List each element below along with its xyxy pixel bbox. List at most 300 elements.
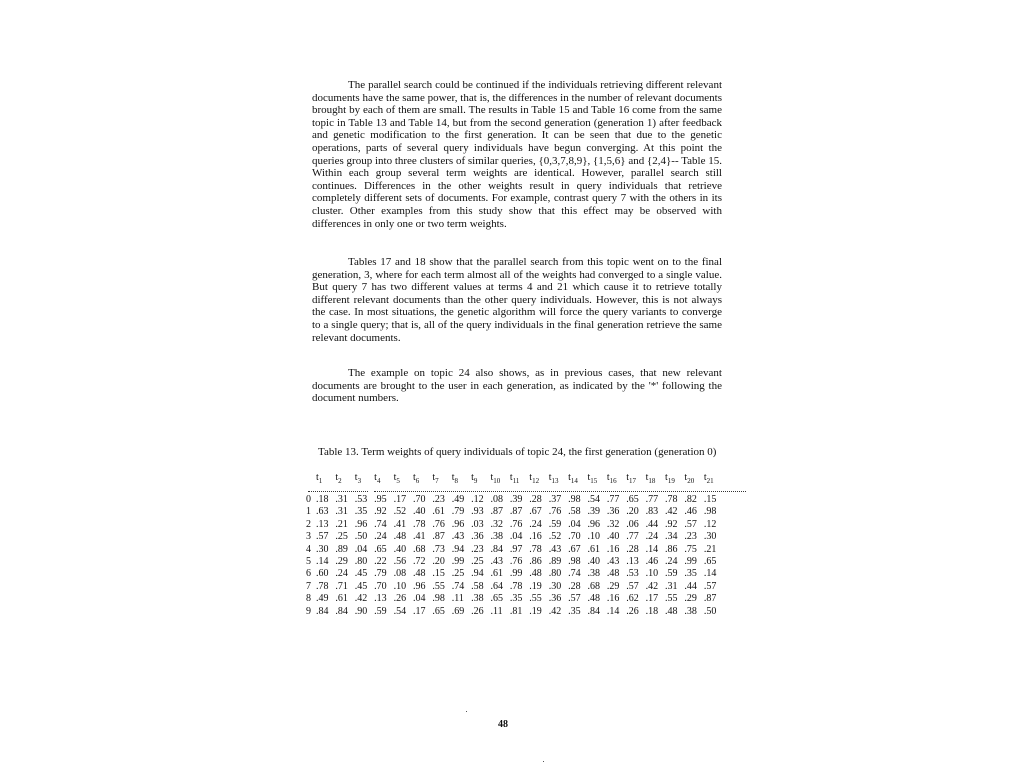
table-cell: .55	[432, 580, 445, 592]
table-cell: .35	[568, 605, 581, 617]
table-cell: .55	[529, 593, 542, 605]
paragraph-3	[312, 367, 722, 405]
table-cell: .11	[451, 593, 464, 605]
table-cell: .59	[374, 605, 387, 617]
header-rule-divider	[308, 491, 368, 492]
column-header-prefix: t	[393, 472, 397, 483]
table-cell: .57	[684, 518, 697, 530]
table-cell: .35	[354, 506, 368, 518]
column-header-prefix: t	[451, 472, 455, 483]
table-cell: .55	[665, 593, 678, 605]
table-cell: .40	[412, 506, 426, 518]
table-cell: .44	[645, 518, 659, 530]
table-cell: .71	[335, 580, 348, 592]
table-cell: .31	[335, 494, 348, 505]
table-cell: .99	[684, 555, 697, 567]
term-weights-table	[306, 472, 723, 618]
table-cell: .35	[509, 593, 523, 605]
table-cell: .20	[432, 555, 445, 567]
table-cell: .24	[529, 518, 542, 530]
column-header-index: 19	[667, 477, 675, 485]
column-header-prefix: t	[703, 472, 707, 483]
column-header-t11	[510, 472, 529, 486]
table-cell: .76	[432, 518, 445, 530]
table-cell: .49	[451, 494, 465, 505]
table-cell: .04	[354, 543, 368, 555]
paragraph-2	[312, 256, 722, 344]
table-cell: .59	[665, 568, 678, 580]
table-cell: .78	[665, 494, 678, 505]
table-cell: .70	[374, 580, 387, 592]
table-cell: .70	[568, 531, 581, 543]
column-header-prefix: t	[684, 472, 688, 483]
table-cell: .18	[316, 494, 329, 505]
table-cell: .24	[374, 531, 387, 543]
table-cell: .79	[451, 506, 465, 518]
column-header-t12	[529, 472, 548, 486]
table-cell: .03	[471, 518, 484, 530]
table-cell: .95	[374, 494, 387, 505]
table-row	[306, 544, 723, 556]
table-cell: .98	[568, 555, 581, 567]
column-header-prefix: t	[490, 472, 494, 483]
table-cell: .48	[412, 568, 426, 580]
column-header-index: 10	[493, 477, 501, 485]
table-cell: .48	[393, 531, 407, 543]
table-cell: .25	[471, 555, 484, 567]
table-cell: .24	[665, 555, 678, 567]
table-cell: .49	[316, 593, 329, 605]
column-header-index: 11	[512, 477, 520, 485]
table-cell: .77	[645, 494, 659, 505]
table-cell: .28	[626, 543, 639, 555]
column-header-t6	[413, 472, 432, 486]
table-cell: .61	[432, 506, 445, 518]
table-cell: .52	[548, 531, 562, 543]
paragraph-3-text: The example on topic 24 also shows, as in previous cases, that new relevant documents are brought to the user in each generation, as indicated by the '*' following the document numbers.	[312, 367, 722, 405]
column-header-index: 17	[629, 477, 637, 485]
table-cell: .90	[354, 605, 368, 617]
table-cell: .78	[316, 580, 329, 592]
table-row	[306, 519, 723, 531]
row-id: 4	[306, 543, 311, 555]
table-cell: .14	[316, 555, 329, 567]
table-cell: .78	[509, 580, 523, 592]
column-header-index: 13	[551, 477, 559, 485]
table-cell: .69	[451, 605, 465, 617]
paragraph-1-text: The parallel search could be continued if the individuals retrieving different relevant documents have the same power, that is, the differences in the number of relevant documents brought by each of them are small. The results in Table 15 and Table 16 come from the same topic in Table 13 and Table 14, but from the second generation (generation 1) after feedback and genetic modification to the first generation. It can be seen that due to the genetic operations, parts of several query individuals have begun converging. At this point the queries group into three clusters of similar queries, {0,3,7,8,9}, {1,5,6} and {2,4}-- Table 15. Within each group several term weights are identical. However, parallel search still continues. Differences in the other weights result in query individuals that retrieve completely different sets of documents. For example, contrast query 7 with the others in its cluster. Other examples from this study show that this effect may be observed with differences in only one or two term weights.	[312, 79, 722, 230]
table-cell: .17	[645, 593, 659, 605]
table-cell: .38	[684, 605, 697, 617]
table-cell: .86	[529, 555, 542, 567]
table-cell: .17	[393, 494, 407, 505]
table-cell: .50	[703, 605, 717, 617]
table-cell: .74	[374, 518, 387, 530]
table-cell: .21	[703, 543, 717, 555]
table-cell: .57	[316, 531, 329, 543]
row-id: 9	[306, 605, 311, 617]
table-cell: .32	[490, 518, 504, 530]
row-id: 3	[306, 531, 311, 543]
table-cell: .99	[451, 555, 465, 567]
table-cell: .04	[568, 518, 581, 530]
row-id: 7	[306, 580, 311, 592]
table-cell: .16	[606, 543, 620, 555]
column-header-prefix: t	[587, 472, 591, 483]
table-row	[306, 494, 723, 506]
table-cell: .28	[568, 580, 581, 592]
table-cell: .89	[335, 543, 348, 555]
column-header-prefix: t	[354, 472, 358, 483]
table-cell: .25	[451, 568, 465, 580]
table-cell: .63	[316, 506, 329, 518]
table-cell: .20	[626, 506, 639, 518]
column-header-index: 6	[415, 477, 420, 485]
column-header-index: 12	[532, 477, 540, 485]
column-header-prefix: t	[412, 472, 416, 483]
table-cell: .38	[471, 593, 484, 605]
table-cell: .34	[665, 531, 678, 543]
column-header-t19	[665, 472, 684, 486]
table-cell: .94	[471, 568, 484, 580]
table-cell: .99	[509, 568, 523, 580]
table-cell: .67	[568, 543, 581, 555]
table-cell: .81	[509, 605, 523, 617]
table-cell: .96	[412, 580, 426, 592]
table-cell: .98	[568, 494, 581, 505]
column-header-index: 21	[706, 477, 714, 485]
table-cell: .32	[606, 518, 620, 530]
column-header-t13	[549, 472, 568, 486]
table-cell: .65	[626, 494, 639, 505]
table-row	[306, 531, 723, 543]
table-cell: .48	[665, 605, 678, 617]
column-header-index: 16	[609, 477, 617, 485]
table-cell: .61	[490, 568, 504, 580]
row-id: 5	[306, 555, 311, 567]
table-cell: .23	[432, 494, 445, 505]
table-cell: .43	[451, 531, 465, 543]
table-cell: .26	[471, 605, 484, 617]
table-cell: .14	[645, 543, 659, 555]
table-cell: .70	[412, 494, 426, 505]
column-header-prefix: t	[509, 472, 513, 483]
table-row	[306, 606, 723, 618]
column-header-t5	[394, 472, 413, 486]
table-cell: .77	[626, 531, 639, 543]
table-body	[306, 494, 723, 618]
table-cell: .65	[490, 593, 504, 605]
column-header-index: 18	[648, 477, 656, 485]
table-cell: .65	[432, 605, 445, 617]
table-cell: .68	[412, 543, 426, 555]
column-header-prefix: t	[529, 472, 533, 483]
table-cell: .83	[645, 506, 659, 518]
column-header-index: 7	[435, 477, 439, 485]
table-cell: .25	[335, 531, 348, 543]
table-cell: .87	[509, 506, 523, 518]
table-cell: .72	[412, 555, 426, 567]
column-header-index: 9	[473, 477, 478, 485]
column-header-index: 14	[570, 477, 578, 485]
table-cell: .86	[665, 543, 678, 555]
column-header-index: 2	[338, 477, 342, 485]
table-cell: .11	[490, 605, 503, 617]
table-cell: .37	[548, 494, 562, 505]
column-header-index: 4	[376, 477, 381, 485]
scan-speck	[543, 761, 544, 762]
table-cell: .29	[335, 555, 348, 567]
table-cell: .52	[393, 506, 407, 518]
table-cell: .16	[529, 531, 542, 543]
column-header-t18	[646, 472, 665, 486]
table-cell: .41	[393, 518, 407, 530]
table-cell: .76	[548, 506, 562, 518]
column-header-prefix: t	[432, 472, 436, 483]
table-cell: .43	[548, 543, 562, 555]
table-cell: .59	[548, 518, 562, 530]
table-cell: .50	[354, 531, 368, 543]
table-cell: .57	[568, 593, 581, 605]
table-cell: .79	[374, 568, 387, 580]
table-cell: .67	[529, 506, 542, 518]
table-cell: .13	[626, 555, 639, 567]
table-row	[306, 556, 723, 568]
table-cell: .42	[665, 506, 678, 518]
table-cell: .10	[645, 568, 659, 580]
table-cell: .58	[471, 580, 484, 592]
table-cell: .19	[529, 580, 542, 592]
table-cell: .45	[354, 580, 368, 592]
table-cell: .36	[606, 506, 620, 518]
table-row	[306, 568, 723, 580]
table-cell: .13	[316, 518, 329, 530]
table-cell: .76	[509, 555, 523, 567]
table-cell: .54	[393, 605, 407, 617]
table-cell: .96	[451, 518, 465, 530]
table-row	[306, 506, 723, 518]
table-cell: .42	[645, 580, 659, 592]
table-cell: .24	[335, 568, 348, 580]
page-number: 48	[498, 719, 508, 730]
table-cell: .39	[509, 494, 523, 505]
column-header-t7	[432, 472, 451, 486]
table-cell: .53	[626, 568, 639, 580]
table-cell: .61	[335, 593, 348, 605]
table-cell: .62	[626, 593, 639, 605]
column-header-t2	[335, 472, 354, 486]
table-cell: .15	[703, 494, 717, 505]
table-cell: .43	[490, 555, 504, 567]
table-cell: .19	[529, 605, 542, 617]
column-header-prefix: t	[645, 472, 649, 483]
table-cell: .24	[645, 531, 659, 543]
column-header-index: 3	[357, 477, 362, 485]
table-cell: .84	[335, 605, 348, 617]
table-cell: .35	[684, 568, 697, 580]
table-cell: .04	[412, 593, 426, 605]
table-cell: .21	[335, 518, 348, 530]
column-header-prefix: t	[606, 472, 610, 483]
column-header-index: 20	[687, 477, 695, 485]
table-cell: .60	[316, 568, 329, 580]
table-cell: .12	[703, 518, 717, 530]
table-caption: Table 13. Term weights of query individuals of topic 24, the first generation (generation 0)	[318, 446, 717, 458]
table-cell: .53	[354, 494, 368, 505]
table-cell: .10	[587, 531, 600, 543]
table-cell: .76	[509, 518, 523, 530]
table-cell: .65	[374, 543, 387, 555]
table-cell: .40	[606, 531, 620, 543]
table-cell: .80	[548, 568, 562, 580]
table-cell: .96	[354, 518, 368, 530]
table-cell: .84	[490, 543, 504, 555]
table-cell: .38	[587, 568, 600, 580]
column-header-t15	[587, 472, 606, 486]
table-cell: .61	[587, 543, 600, 555]
table-cell: .16	[606, 593, 620, 605]
column-header-index: 1	[318, 477, 323, 485]
header-rule-divider	[374, 491, 746, 492]
table-cell: .08	[393, 568, 407, 580]
row-id: 6	[306, 568, 311, 580]
table-cell: .84	[316, 605, 329, 617]
table-cell: .56	[393, 555, 407, 567]
column-header-t1	[316, 472, 335, 486]
table-cell: .44	[684, 580, 697, 592]
paragraph-2-text: Tables 17 and 18 show that the parallel search from this topic went on to the final generation, 3, where for each term almost all of the weights had converged to a single value. But query 7 has two different values at terms 4 and 21 which cause it to retrieve totally different relevant documents than the other query individuals. However, this is not always the case. In most situations, the genetic algorithm will force the query variants to converge to a single query; that is, all of the query individuals in the final generation retrieve the same relevant documents.	[312, 256, 722, 344]
table-cell: .43	[606, 555, 620, 567]
table-cell: .75	[684, 543, 697, 555]
table-cell: .78	[529, 543, 542, 555]
table-cell: .73	[432, 543, 445, 555]
table-cell: .23	[471, 543, 484, 555]
table-cell: .29	[606, 580, 620, 592]
scan-speck	[466, 711, 467, 712]
table-cell: .39	[587, 506, 600, 518]
table-cell: .26	[393, 593, 407, 605]
table-cell: .30	[703, 531, 717, 543]
table-cell: .87	[703, 593, 717, 605]
table-cell: .40	[393, 543, 407, 555]
column-header-index: 5	[396, 477, 400, 485]
column-header-t4	[374, 472, 393, 486]
table-cell: .30	[548, 580, 562, 592]
table-row	[306, 593, 723, 605]
table-cell: .89	[548, 555, 562, 567]
table-cell: .08	[490, 494, 504, 505]
column-header-prefix: t	[548, 472, 552, 483]
table-cell: .54	[587, 494, 600, 505]
table-cell: .40	[587, 555, 600, 567]
column-header-t21	[704, 472, 723, 486]
table-cell: .45	[354, 568, 368, 580]
table-cell: .77	[606, 494, 620, 505]
table-cell: .78	[412, 518, 426, 530]
table-cell: .04	[509, 531, 523, 543]
table-cell: .41	[412, 531, 426, 543]
table-cell: .46	[684, 506, 697, 518]
table-cell: .28	[529, 494, 542, 505]
column-header-t3	[355, 472, 374, 486]
column-header-t8	[452, 472, 471, 486]
table-cell: .58	[568, 506, 581, 518]
column-header-t17	[626, 472, 645, 486]
table-cell: .96	[587, 518, 600, 530]
column-header-t14	[568, 472, 587, 486]
table-cell: .42	[354, 593, 368, 605]
table-cell: .82	[684, 494, 697, 505]
column-header-prefix: t	[335, 472, 339, 483]
column-header-prefix: t	[471, 472, 474, 483]
column-header-prefix: t	[316, 472, 319, 483]
row-id: 0	[306, 494, 311, 505]
table-cell: .65	[703, 555, 717, 567]
table-cell: .31	[665, 580, 678, 592]
table-cell: .18	[645, 605, 659, 617]
table-cell: .68	[587, 580, 600, 592]
table-cell: .57	[626, 580, 639, 592]
paragraph-1	[312, 79, 722, 230]
column-header-index: 8	[454, 477, 459, 485]
column-header-prefix: t	[665, 472, 668, 483]
table-cell: .31	[335, 506, 348, 518]
table-cell: .12	[471, 494, 484, 505]
table-cell: .97	[509, 543, 523, 555]
table-cell: .30	[316, 543, 329, 555]
table-cell: .36	[471, 531, 484, 543]
table-cell: .87	[432, 531, 445, 543]
table-cell: .84	[587, 605, 600, 617]
table-cell: .98	[703, 506, 717, 518]
table-cell: .74	[568, 568, 581, 580]
table-cell: .64	[490, 580, 504, 592]
column-header-prefix: t	[374, 472, 377, 483]
table-cell: .48	[587, 593, 600, 605]
table-cell: .17	[412, 605, 426, 617]
table-cell: .92	[374, 506, 387, 518]
table-cell: .94	[451, 543, 465, 555]
table-cell: .36	[548, 593, 562, 605]
column-header-t9	[471, 472, 490, 486]
table-row	[306, 581, 723, 593]
table-cell: .92	[665, 518, 678, 530]
table-cell: .42	[548, 605, 562, 617]
table-cell: .80	[354, 555, 368, 567]
row-id: 8	[306, 593, 311, 605]
table-header	[306, 472, 723, 486]
table-cell: .23	[684, 531, 697, 543]
column-header-t16	[607, 472, 626, 486]
column-header-t10	[491, 472, 510, 486]
row-id: 2	[306, 518, 311, 530]
table-cell: .22	[374, 555, 387, 567]
table-cell: .46	[645, 555, 659, 567]
column-header-t20	[684, 472, 703, 486]
table-cell: .14	[703, 568, 717, 580]
table-cell: .26	[626, 605, 639, 617]
table-cell: .93	[471, 506, 484, 518]
table-cell: .38	[490, 531, 504, 543]
column-header-prefix: t	[568, 472, 571, 483]
table-cell: .48	[529, 568, 542, 580]
table-cell: .15	[432, 568, 445, 580]
table-cell: .10	[393, 580, 407, 592]
table-cell: .57	[703, 580, 717, 592]
table-cell: .06	[626, 518, 639, 530]
table-cell: .29	[684, 593, 697, 605]
column-header-prefix: t	[626, 472, 630, 483]
